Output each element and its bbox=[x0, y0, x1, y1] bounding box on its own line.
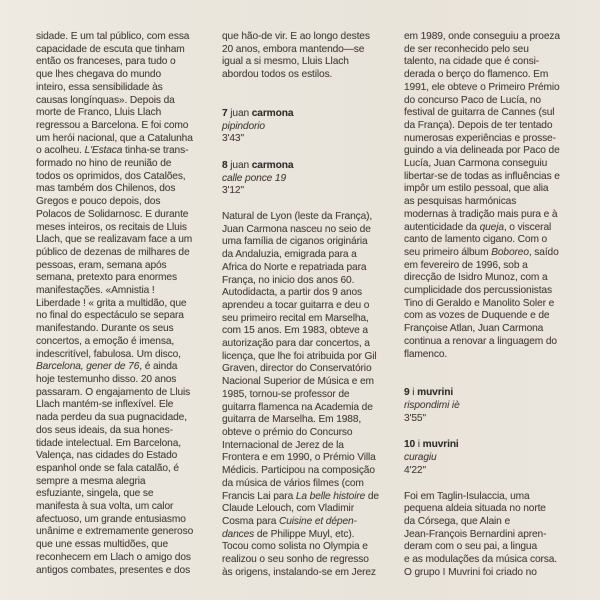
text-line: da Córsega, que Alain e bbox=[404, 515, 510, 527]
track-duration: 3'55" bbox=[404, 412, 426, 424]
text-line: Barcelona, gener de 76, é ainda bbox=[36, 361, 178, 373]
text-line: passaram. O engajamento de Lluis bbox=[36, 386, 191, 398]
text-line: em fevereiro de 1996, sob a bbox=[404, 259, 528, 271]
track-duration: 4'22" bbox=[404, 464, 426, 476]
text-line: Juan Carmona nasceu no seio de bbox=[222, 223, 371, 235]
text-line: aprendeu a tocar guitarra e deu o bbox=[222, 299, 370, 311]
text-line: seu primeiro recital em Marselha, bbox=[222, 312, 369, 324]
text-line: Frontera e em 1990, o Prémio Villa bbox=[222, 452, 376, 464]
track-title: calle ponce 19 bbox=[222, 172, 287, 184]
text-line: dances de Philippe Muyl, etc). bbox=[222, 528, 355, 540]
text-line: formado no hino de reunião de bbox=[36, 158, 172, 170]
text-line: nada perdeu da sua pugnacidade, bbox=[36, 412, 187, 424]
text-line: espanhol onde se fala catalão, é bbox=[36, 462, 179, 474]
text-line: guitarra de Marselha. Em 1988, bbox=[222, 414, 362, 426]
paragraph bbox=[36, 31, 208, 577]
text-line: Liberdade ! « grita a multidão, que bbox=[36, 297, 187, 309]
text-line: da França). Depois de ter tentado bbox=[404, 119, 553, 131]
text-line: libertar-se de todas as influências e bbox=[404, 170, 560, 182]
text-line: semana, pretexto para enormes bbox=[36, 272, 177, 284]
text-line: em 1989, onde conseguiu a proeza bbox=[404, 31, 560, 42]
text-line: as pesquisas harmónicas bbox=[404, 196, 517, 208]
text-line: Foi em Taglin-Isulaccia, uma bbox=[404, 490, 530, 502]
text-line: Polacos de Solidarnosc. E durante bbox=[36, 208, 189, 220]
text-line: inteiro, essa sensibilidade às bbox=[36, 81, 163, 93]
text-line: antigos combates, presentes e dos bbox=[36, 564, 191, 576]
text-line: numerosas experiências e prosse- bbox=[404, 132, 556, 144]
text-line: pessoas, eram, semana após bbox=[36, 259, 167, 271]
text-line: da música de vários filmes (com bbox=[222, 477, 364, 489]
text-line: capacidade de escuta que tinham bbox=[36, 43, 185, 55]
text-line: direcção de Isidro Munoz, com a bbox=[404, 272, 548, 284]
text-line: abordou todos os estilos. bbox=[222, 69, 333, 81]
track-entry bbox=[404, 387, 576, 425]
text-line: unânime e extremamente generoso bbox=[36, 526, 194, 538]
text-line: impôr um estilo pessoal, que alia bbox=[404, 183, 549, 195]
text-line: flamenco. bbox=[404, 348, 448, 360]
paragraph bbox=[404, 31, 576, 361]
text-line: Tocou como solista no Olympia e bbox=[222, 541, 368, 553]
text-column-left bbox=[36, 31, 208, 577]
text-line: O grupo I Muvrini foi criado no bbox=[404, 566, 537, 578]
text-line: talento, na cidade que é consi- bbox=[404, 56, 540, 68]
text-line: manifesta à sua volta, um calor bbox=[36, 501, 174, 513]
text-line: manifestações. «Amnistia ! bbox=[36, 285, 155, 297]
text-line: com 15 anos. Em 1983, obteve a bbox=[222, 325, 368, 337]
text-line: Médicis. Participou na composição bbox=[222, 465, 375, 477]
text-line: o acolheu. L'Estaca tinha-se trans- bbox=[36, 145, 189, 157]
text-line: uma família de ciganos originária bbox=[222, 236, 368, 248]
text-line: seu primeiro álbum Boboreo, saído bbox=[404, 246, 559, 258]
text-line: autorização para dar concertos, a bbox=[222, 338, 370, 350]
text-line: Africa do Norte e repatriada para bbox=[222, 261, 367, 273]
text-line: modernas à tradição mais pura e à bbox=[404, 208, 558, 220]
track-title: pipindorio bbox=[222, 120, 265, 132]
text-line: então os franceses, para tudo o bbox=[36, 56, 176, 68]
text-column-right bbox=[404, 31, 576, 579]
track-heading: 9 i muvrini bbox=[404, 387, 454, 399]
text-line: sidade. E um tal público, com essa bbox=[36, 31, 190, 42]
track-entry bbox=[222, 108, 394, 146]
text-line: 20 anos, embora mantendo—se bbox=[222, 43, 365, 55]
paragraph bbox=[222, 211, 394, 579]
text-line: esfuziante, singela, que se bbox=[36, 488, 154, 500]
page-spine-shadow bbox=[0, 0, 16, 600]
paragraph bbox=[222, 31, 394, 82]
text-line: realizou o seu sonho de regresso bbox=[222, 554, 369, 566]
text-line: Lucía, Juan Carmona conseguiu bbox=[404, 158, 548, 170]
text-line: Cosma para Cuisine et dépen- bbox=[222, 515, 357, 527]
text-line: Tino di Geraldo e Manolito Soler e bbox=[404, 297, 555, 309]
text-line: causas longínquas». Depois da bbox=[36, 94, 175, 106]
text-line: licença, que lhe foi atribuida por Gil bbox=[222, 350, 377, 362]
text-line: no final do espectáculo se separa bbox=[36, 310, 184, 322]
text-line: afectuoso, um grande entusiasmo bbox=[36, 513, 186, 525]
track-heading: 8 juan carmona bbox=[222, 159, 294, 171]
track-entry bbox=[404, 439, 576, 477]
text-line: que une essas multidões, que bbox=[36, 539, 168, 551]
text-line: hoje testemunho disso. 20 anos bbox=[36, 373, 177, 385]
text-line: Valença, nas cidades do Estado bbox=[36, 450, 178, 462]
paragraph bbox=[404, 491, 576, 580]
text-line: às origens, instalando-se em Jerez bbox=[222, 566, 376, 578]
text-line: igual a si mesmo, Lluis Llach bbox=[222, 56, 349, 68]
text-line: Nacional Superior de Música e em bbox=[222, 376, 374, 388]
text-line: de ser reconhecido pelo seu bbox=[404, 43, 529, 55]
text-line: França, no inicio dos anos 60. bbox=[222, 274, 355, 286]
text-line: mas também dos Chilenos, dos bbox=[36, 183, 176, 195]
text-line: autenticidade da queja, o visceral bbox=[404, 221, 552, 233]
text-line: dos seus ideais, da sua hones- bbox=[36, 424, 173, 436]
track-duration: 3'12" bbox=[222, 185, 244, 197]
text-line: Graven, director do Conservatório bbox=[222, 363, 372, 375]
text-line: Internacional de Jerez de la bbox=[222, 439, 344, 451]
track-heading: 10 i muvrini bbox=[404, 439, 459, 451]
text-line: indescritível, fabulosa. Um disco, bbox=[36, 348, 181, 360]
text-line: Autodidacta, a partir dos 9 anos bbox=[222, 287, 363, 299]
text-line: Natural de Lyon (leste da França), bbox=[222, 211, 373, 223]
text-line: com as vozes de Duquende e de bbox=[404, 310, 550, 322]
track-title: curagiu bbox=[404, 452, 437, 464]
text-line: 1991, ele obteve o Primeiro Prémio bbox=[404, 81, 560, 93]
text-column-middle bbox=[222, 31, 394, 579]
text-line: do concurso Paco de Lucía, no bbox=[404, 94, 541, 106]
text-line: 1985, tornou-se professor de bbox=[222, 388, 350, 400]
text-line: concertos, a emoção é imensa, bbox=[36, 335, 175, 347]
text-line: que lhes chegava do mundo bbox=[36, 69, 162, 81]
text-line: deram com o seu pai, a lingua bbox=[404, 541, 537, 553]
text-line: guindo a via delineada por Paco de bbox=[404, 145, 560, 157]
text-line: guitarra flamenca na Academia de bbox=[222, 401, 373, 413]
text-line: tidade intelectual. Em Barcelona, bbox=[36, 437, 181, 449]
text-line: reconhecem em Llach o amigo dos bbox=[36, 551, 191, 563]
text-line: Françoise Atlan, Juan Carmona bbox=[404, 323, 544, 335]
track-entry bbox=[222, 160, 394, 198]
text-line: um herói nacional, que a Catalunha bbox=[36, 132, 193, 144]
text-line: morte de Franco, Lluis Llach bbox=[36, 107, 162, 119]
text-line: pequena aldeia situada no norte bbox=[404, 503, 546, 515]
text-line: que hão-de vir. E ao longo destes bbox=[222, 31, 370, 42]
track-title: rispondimi iè bbox=[404, 399, 460, 411]
text-line: todos os oprimidos, dos Catalões, bbox=[36, 170, 186, 182]
text-line: canto de lamento cigano. Com o bbox=[404, 234, 548, 246]
track-heading: 7 juan carmona bbox=[222, 107, 294, 119]
text-line: meses inteiros, os recitais de Lluis bbox=[36, 221, 187, 233]
text-line: obteve o prémio do Concurso bbox=[222, 426, 353, 438]
text-line: manifestando. Durante os seus bbox=[36, 323, 174, 335]
text-line: derada o berço do flamenco. Em bbox=[404, 69, 549, 81]
text-line: Llach mantém-se inflexível. Ele bbox=[36, 399, 174, 411]
text-line: da Andaluzia, emigrada para a bbox=[222, 249, 357, 261]
text-line: festival de guitarra de Cannes (sul bbox=[404, 107, 555, 119]
text-line: público de dezenas de milhares de bbox=[36, 246, 190, 258]
text-line: Francis Lai para La belle histoire de bbox=[222, 490, 379, 502]
track-duration: 3'43" bbox=[222, 133, 244, 145]
text-line: Gregos e pouco depois, dos bbox=[36, 196, 161, 208]
text-line: Jean-François Bernardini apren- bbox=[404, 528, 547, 540]
text-line: Claude Lelouch, com Vladimir bbox=[222, 503, 354, 515]
text-line: continua a renovar a linguagem do bbox=[404, 335, 557, 347]
text-line: Llach, que se realizavam face a um bbox=[36, 234, 193, 246]
text-line: e as modulações da música corsa. bbox=[404, 554, 558, 566]
text-line: sempre a mesma alegria bbox=[36, 475, 146, 487]
text-line: regressou a Barcelona. E foi como bbox=[36, 119, 189, 131]
text-line: cumplicidade dos percussionistas bbox=[404, 285, 552, 297]
